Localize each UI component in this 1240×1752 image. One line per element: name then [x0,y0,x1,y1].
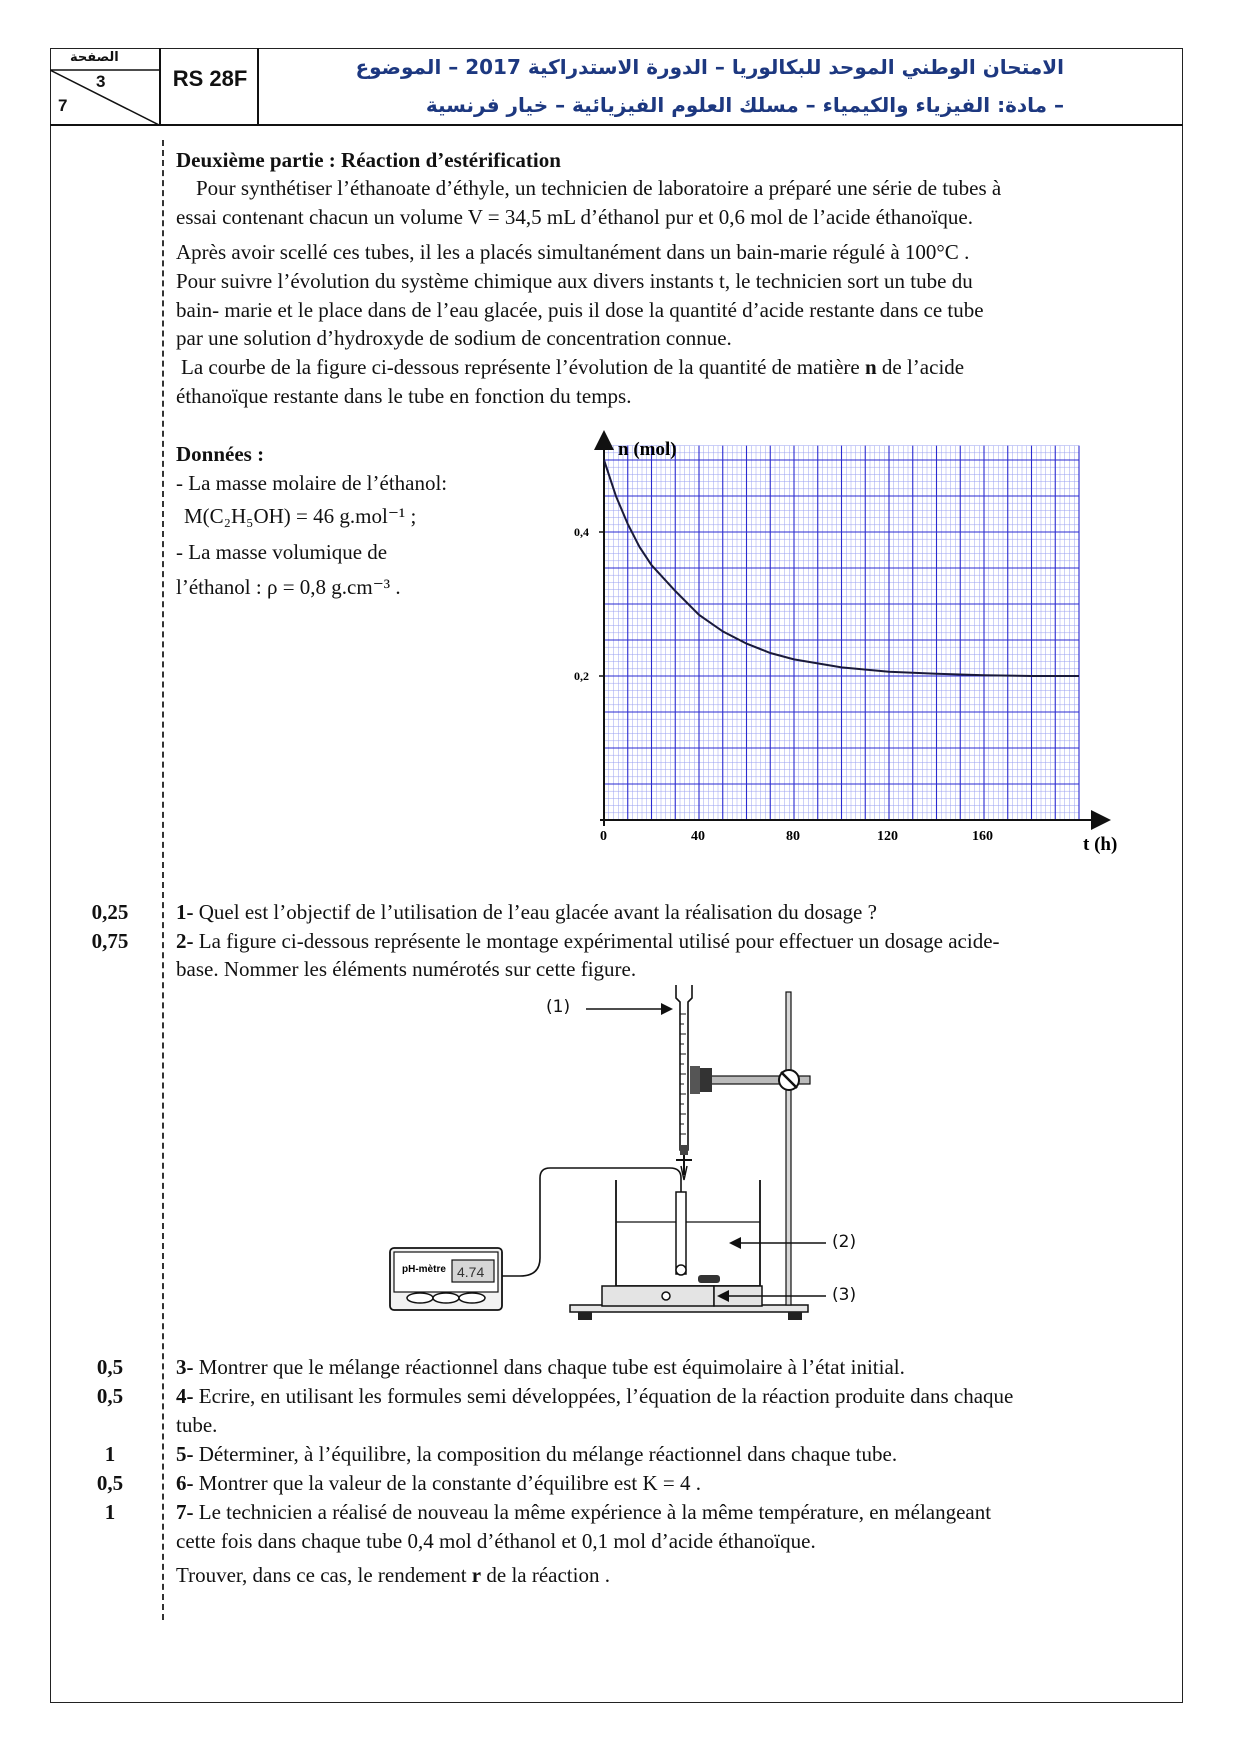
chart-ticks [574,525,993,844]
question-2 [176,927,1000,956]
page-total: 7 [58,96,68,115]
final-line [176,1561,610,1590]
final-text: Trouver, dans ce cas, le rendement [176,1563,472,1587]
page-number: 3 [96,72,106,91]
intro-line: par une solution d’hydroxyde de sodium de concentration connue. [176,326,732,350]
apparatus-label-1: (1) [546,997,571,1017]
beaker [616,1180,760,1286]
score-q2: 0,75 [91,929,129,953]
q-num: 6- [176,1471,194,1495]
intro-line-text: La courbe de la figure ci-dessous représente l’évolution de la quantité de matière [181,355,865,379]
ph-meter-label: pH-mètre [402,1264,446,1275]
apparatus-label-2: (2) [832,1232,857,1252]
score-q5: 1 [104,1442,116,1466]
q-num: 5- [176,1442,194,1466]
ph-electrode [676,1192,686,1274]
chart [560,430,1120,860]
score-q1: 0,25 [91,900,129,924]
question-7 [176,1498,991,1527]
chart-ylabel: n (mol) [618,439,677,460]
intro-bold-n: n [864,355,877,379]
score-q3: 0,5 [96,1355,124,1379]
data-line: - La masse molaire de l’éthanol: [176,471,448,495]
x-tick-label: 0 [600,829,607,844]
score-margin-line [162,140,164,1620]
q-text: Ecrire, en utilisant les formules semi développées, l’équation de la réaction produite dans chaque [198,1384,1014,1408]
q-num: 4- [176,1384,194,1408]
final-text-tail: de la réaction . [481,1563,610,1587]
question-3 [176,1353,905,1382]
q-text: Quel est l’objectif de l’utilisation de l’eau glacée avant la réalisation du dosage ? [198,900,877,924]
question-2-cont: base. Nommer les éléments numérotés sur cette figure. [176,957,637,981]
intro-line: bain- marie et le place dans de l’eau glacée, puis il dose la quantité d’acide restante dans ce tube [176,298,984,322]
titration-apparatus [380,980,840,1330]
q-text: Déterminer, à l’équilibre, la composition du mélange réactionnel dans chaque tube. [198,1442,898,1466]
intro-line: Pour suivre l’évolution du système chimique aux divers instants t, le technicien sort un tube du [176,269,973,293]
x-tick-label: 120 [877,829,898,844]
data-title: Données : [176,442,265,466]
ph-meter-value: 4.74 [457,1264,485,1280]
part-title: Deuxième partie : Réaction d’estérification [176,148,561,172]
intro-line: Pour synthétiser l’éthanoate d’éthyle, un technicien de laboratoire a préparé une série de tubes à [196,176,1002,200]
stand-rod [786,992,791,1305]
ph-meter-button [459,1293,485,1303]
x-tick-label: 40 [691,829,705,844]
intro-line: Après avoir scellé ces tubes, il les a placés simultanément dans un bain-marie régulé à 100°C . [176,240,970,264]
exam-code: RS 28F [172,66,248,91]
y-tick-label: 0,2 [574,669,589,683]
intro-line [181,353,964,382]
q-text: Montrer que le mélange réactionnel dans chaque tube est équimolaire à l’état initial. [198,1355,905,1379]
intro-line: essai contenant chacun un volume V = 34,5 mL d’éthanol pur et 0,6 mol de l’acide éthanoïque. [176,205,973,229]
q-num: 1- [176,900,194,924]
question-6 [176,1469,701,1498]
ph-meter-button [407,1293,433,1303]
x-tick-label: 160 [972,829,993,844]
magnetic-stirrer [602,1286,714,1306]
final-bold-r: r [471,1563,482,1587]
chart-grid-major [604,446,1079,820]
stand-foot [788,1312,802,1320]
score-q6: 0,5 [96,1471,124,1495]
q-num: 3- [176,1355,194,1379]
question-7-cont: cette fois dans chaque tube 0,4 mol d’éthanol et 0,1 mol d’acide éthanoïque. [176,1529,816,1553]
apparatus-label-3: (3) [832,1285,857,1305]
header-title-line1: الامتحان الوطني الموحد للبكالوريا – الدورة الاستدراكية 2017 – الموضوع [355,55,1064,79]
y-tick-label: 0,4 [574,525,589,539]
intro-line-tail: de l’acide [876,355,965,379]
x-tick-label: 80 [786,829,800,844]
stir-bar [698,1275,720,1283]
q-num: 7- [176,1500,194,1524]
question-5 [176,1440,897,1469]
question-1 [176,898,877,927]
q-text: Montrer que la valeur de la constante d’équilibre est K = 4 . [198,1471,702,1495]
q-text: La figure ci-dessous représente le montage expérimental utilisé pour effectuer un dosage acide- [198,929,1000,953]
intro-line: éthanoïque restante dans le tube en fonction du temps. [176,384,632,408]
q-text: Le technicien a réalisé de nouveau la même expérience à la même température, en mélangeant [198,1500,992,1524]
stand-foot [578,1312,592,1320]
q-num: 2- [176,929,194,953]
score-q7: 1 [104,1500,116,1524]
score-q4: 0,5 [96,1384,124,1408]
stirrer-knob [662,1292,670,1300]
question-4-cont: tube. [176,1413,218,1437]
page-label: الصفحة [70,50,119,65]
data-line: - La masse volumique de [176,540,388,564]
data-line: M(C₂H₅OH) = 46 g.mol⁻¹ ; [184,504,417,528]
burette [676,985,692,1150]
clamp-jaw [698,1068,712,1092]
data-line: l’éthanol : ρ = 0,8 g.cm⁻³ . [176,575,401,599]
header-title-line2: – مادة: الفيزياء والكيمياء – مسلك العلوم الفيزيائية – خيار فرنسية [425,93,1064,117]
clamp-jaw [690,1066,700,1094]
chart-xlabel: t (h) [1083,834,1118,855]
question-4 [176,1382,1013,1411]
ph-meter-button [433,1293,459,1303]
